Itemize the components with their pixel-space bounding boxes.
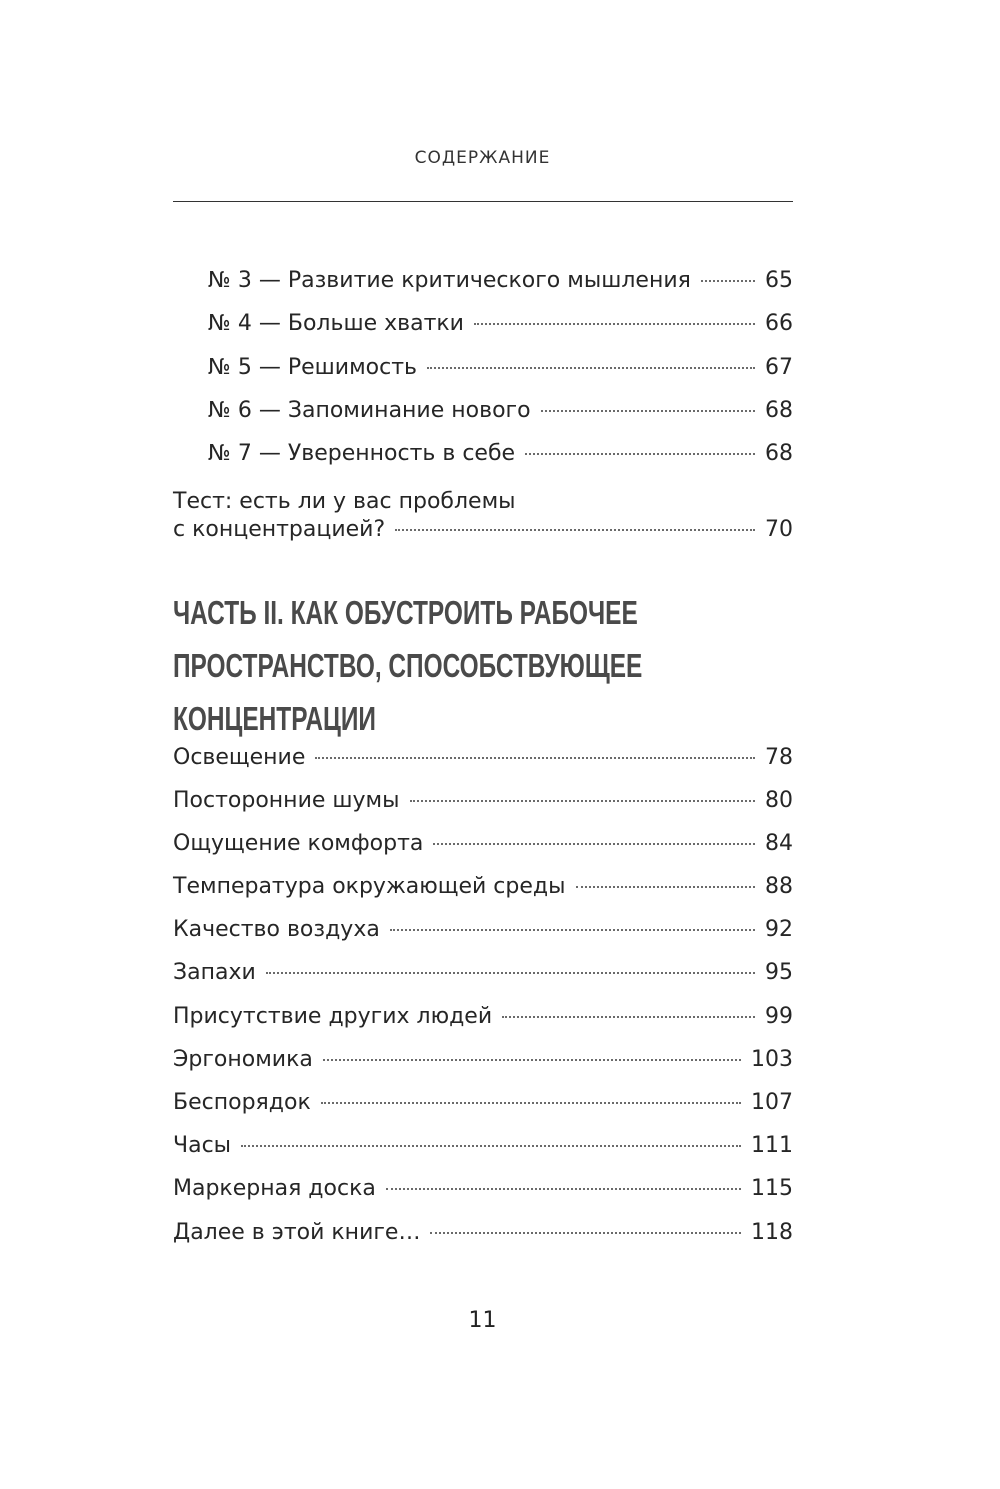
toc-entry-title: Посторонние шумы xyxy=(173,788,400,813)
toc-entry xyxy=(173,1220,793,1254)
toc-entry-page: 70 xyxy=(765,517,793,542)
toc-subentry xyxy=(208,311,793,345)
leader-dots xyxy=(525,453,755,455)
leader-dots xyxy=(266,972,755,974)
toc-entry-title: Эргономика xyxy=(173,1047,313,1072)
toc-entry-page: 107 xyxy=(751,1090,793,1115)
toc-test-entry xyxy=(173,517,793,551)
toc-entry-title: Температура окружающей среды xyxy=(173,874,566,899)
toc-entry-page: 103 xyxy=(751,1047,793,1072)
part-heading-line: ЧАСТЬ II. КАК ОБУСТРОИТЬ РАБОЧЕЕ xyxy=(173,594,638,631)
toc-entry-title: Качество воздуха xyxy=(173,917,380,942)
toc-entry-page: 111 xyxy=(751,1133,793,1158)
toc-entry-title: № 7 — Уверенность в себе xyxy=(208,441,516,466)
toc-entry-page: 66 xyxy=(765,311,793,336)
toc-entry-page: 88 xyxy=(765,874,793,899)
leader-dots xyxy=(701,280,755,282)
toc-entry-page: 78 xyxy=(765,745,793,770)
leader-dots xyxy=(410,800,755,802)
leader-dots xyxy=(430,1232,741,1234)
toc-entry-page: 84 xyxy=(765,831,793,856)
page-number: 11 xyxy=(468,1308,497,1333)
toc-entry-title: Часы xyxy=(173,1133,232,1158)
part-heading-line: ПРОСТРАНСТВО, СПОСОБСТВУЮЩЕЕ xyxy=(173,647,643,684)
toc-entry xyxy=(173,745,793,779)
toc-entry-title: № 5 — Решимость xyxy=(208,355,418,380)
leader-dots xyxy=(395,529,755,531)
toc-entry-page: 115 xyxy=(751,1176,793,1201)
toc-subentry xyxy=(208,441,793,475)
toc-entry xyxy=(173,1133,793,1167)
toc-entry xyxy=(173,788,793,822)
running-head: СОДЕРЖАНИЕ xyxy=(414,148,551,168)
toc-entry xyxy=(173,874,793,908)
toc-entry-title: Маркерная доска xyxy=(173,1176,376,1201)
toc-entry-page: 92 xyxy=(765,917,793,942)
toc-entry-page: 68 xyxy=(765,441,793,466)
toc-entry xyxy=(173,1047,793,1081)
toc-subentry xyxy=(208,268,793,302)
part-heading xyxy=(173,586,809,745)
toc-entry-page: 68 xyxy=(765,398,793,423)
toc-entry xyxy=(173,1176,793,1210)
toc-entry-page: 80 xyxy=(765,788,793,813)
toc-entry-title: Беспорядок xyxy=(173,1090,311,1115)
toc-entry-title: № 4 — Больше хватки xyxy=(208,311,464,336)
toc-subentry xyxy=(208,355,793,389)
leader-dots xyxy=(502,1016,755,1018)
toc-entry xyxy=(173,1090,793,1124)
toc-entry-page: 99 xyxy=(765,1004,793,1029)
toc-entry xyxy=(173,831,793,865)
part-heading-line: КОНЦЕНТРАЦИИ xyxy=(173,700,376,737)
toc-entry-page: 118 xyxy=(751,1220,793,1245)
header-rule xyxy=(173,201,793,202)
toc-entry-title: № 6 — Запоминание нового xyxy=(208,398,531,423)
toc-entry-page: 67 xyxy=(765,355,793,380)
leader-dots xyxy=(386,1188,741,1190)
toc-entry-title: Ощущение комфорта xyxy=(173,831,424,856)
leader-dots xyxy=(427,367,755,369)
leader-dots xyxy=(474,323,755,325)
toc-entry-title: Освещение xyxy=(173,745,306,770)
toc-entry-title: с концентрацией? xyxy=(173,517,386,542)
leader-dots xyxy=(390,929,755,931)
leader-dots xyxy=(321,1102,741,1104)
toc-entry xyxy=(173,960,793,994)
toc-entry xyxy=(173,1004,793,1038)
leader-dots xyxy=(241,1145,741,1147)
toc-entry xyxy=(173,917,793,951)
leader-dots xyxy=(576,886,756,888)
leader-dots xyxy=(315,757,755,759)
toc-subentry xyxy=(208,398,793,432)
leader-dots xyxy=(433,843,755,845)
toc-entry-title: Далее в этой книге… xyxy=(173,1220,421,1245)
toc-entry-page: 95 xyxy=(765,960,793,985)
toc-entry-title: Присутствие других людей xyxy=(173,1004,493,1029)
toc-entry-title: № 3 — Развитие критического мышления xyxy=(208,268,691,293)
leader-dots xyxy=(323,1059,741,1061)
toc-test-title-line1: Тест: есть ли у вас проблемы xyxy=(173,489,516,514)
toc-entry-page: 65 xyxy=(765,268,793,293)
leader-dots xyxy=(541,410,755,412)
toc-entry-title: Запахи xyxy=(173,960,256,985)
